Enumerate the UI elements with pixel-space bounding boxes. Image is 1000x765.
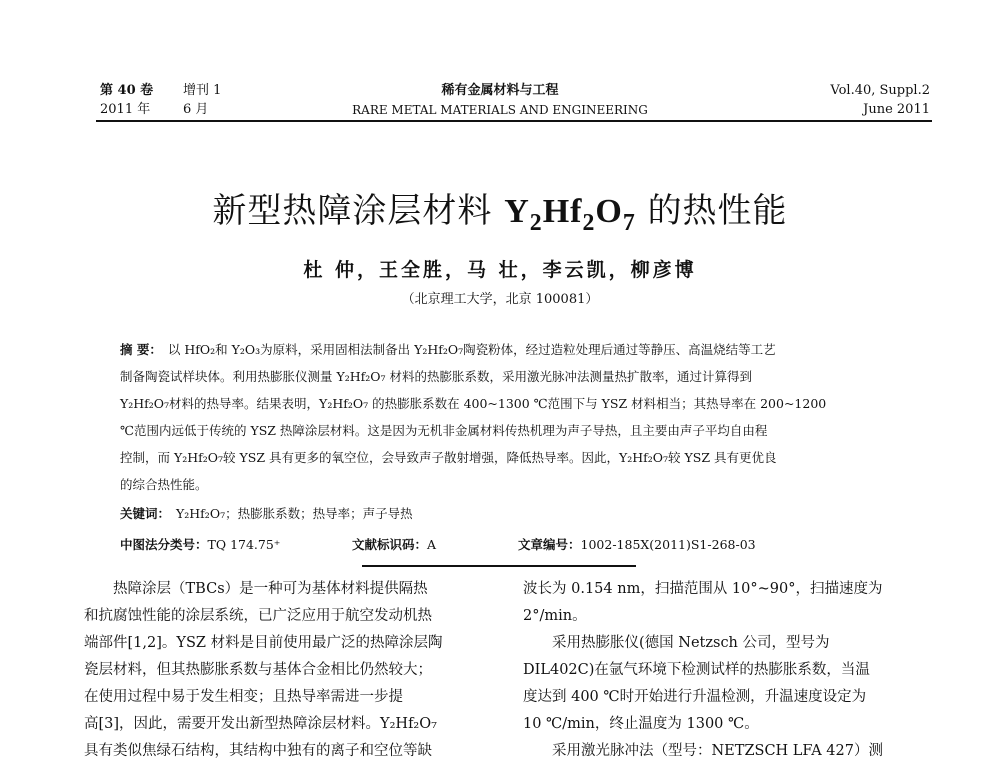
year-cn: 2011 年 (100, 102, 151, 117)
journal-title-cn: 稀有金属材料与工程 (441, 83, 559, 98)
date-en: June 2011 (863, 102, 930, 117)
affiliation: （北京理工大学，北京 100081） (401, 292, 599, 307)
volume-cn: 第 40 卷 (100, 83, 154, 98)
paragraph-line: 端部件[1,2]。YSZ 材料是目前使用最广泛的热障涂层陶 (84, 635, 443, 651)
volume-en: Vol.40, Suppl.2 (830, 83, 930, 98)
journal-title-en: RARE METAL MATERIALS AND ENGINEERING (352, 103, 648, 117)
abstract-line: 控制，而 Y₂Hf₂O₇较 YSZ 具有更多的氧空位，会导致声子散射增强，降低热导率。因此，Y₂Hf₂O₇较 YSZ 具有更优良 (120, 450, 777, 465)
paragraph-line: 2°/min。 (523, 608, 587, 624)
paragraph-line: 具有类似焦绿石结构，其结构中独有的离子和空位等缺 (84, 743, 432, 759)
paragraph-line: 瓷层材料，但其热膨胀系数与基体合金相比仍然较大； (84, 662, 432, 678)
paragraph-line: 热障涂层（TBCs）是一种可为基体材料提供隔热 (113, 581, 428, 597)
header-rule (96, 120, 932, 122)
abstract-label: 摘 要： (120, 342, 162, 357)
paragraph-line: DIL402C)在氩气环境下检测试样的热膨胀系数，当温 (523, 662, 870, 678)
paragraph-line: 波长为 0.154 nm，扫描范围从 10°~90°，扫描速度为 (523, 581, 883, 597)
keywords: 关键词： Y₂Hf₂O₇；热膨胀系数；热导率；声子导热 (120, 506, 413, 521)
paragraph-line: 在使用过程中易于发生相变；且热导率需进一步提 (84, 689, 403, 705)
abstract-line: ℃范围内远低于传统的 YSZ 热障涂层材料。这是因为无机非金属材料传热机理为声子导热，且主要由声子平均自由程 (120, 423, 768, 438)
abstract-line: 的综合热性能。 (120, 477, 208, 492)
body-column-right (523, 576, 935, 765)
month-cn: 6 月 (183, 102, 209, 117)
document-code: 文献标识码：A (352, 537, 437, 552)
paragraph-line: 采用激光脉冲法（型号：NETZSCH LFA 427）测 (552, 743, 883, 759)
keywords-label: 关键词： (120, 506, 171, 521)
abstract-line: 制备陶瓷试样块体。利用热膨胀仪测量 Y₂Hf₂O₇ 材料的热膨胀系数，采用激光脉冲法测量热扩散率，通过计算得到 (120, 369, 753, 384)
paragraph-line: 度达到 400 ℃时开始进行升温检测，升温速度设定为 (523, 689, 867, 705)
paragraph-line: 采用热膨胀仪(德国 Netzsch 公司，型号为 (552, 635, 830, 651)
issue-cn: 增刊 1 (183, 83, 222, 98)
paragraph-line: 高[3]，因此，需要开发出新型热障涂层材料。Y₂Hf₂O₇ (84, 716, 437, 732)
paragraph-line: 10 ℃/min，终止温度为 1300 ℃。 (523, 716, 759, 732)
abstract-rule (362, 565, 636, 567)
abstract-line: Y₂Hf₂O₇材料的热导率。结果表明，Y₂Hf₂O₇ 的热膨胀系数在 400~1300 ℃范围下与 YSZ 材料相当；其热导率在 200~1200 (120, 396, 827, 411)
article-number: 文章编号：1002-185X(2011)S1-268-03 (518, 537, 756, 552)
paragraph-line: 和抗腐蚀性能的涂层系统，已广泛应用于航空发动机热 (84, 608, 432, 624)
body-column-left (84, 576, 499, 765)
clc-number: 中图法分类号：TQ 174.75⁺ (120, 537, 281, 552)
author-list: 杜 仲，王全胜，马 壮，李云凯，柳彦博 (303, 259, 697, 281)
article-title: 新型热障涂层材料 $Y_2Hf_2O_7$ 的热性能 (212, 191, 788, 236)
abstract-line: 摘 要： 以 HfO₂和 Y₂O₃为原料，采用固相法制备出 Y₂Hf₂O₇陶瓷粉体，经过造粒处理后通过等静压、高温烧结等工艺 (120, 342, 776, 357)
